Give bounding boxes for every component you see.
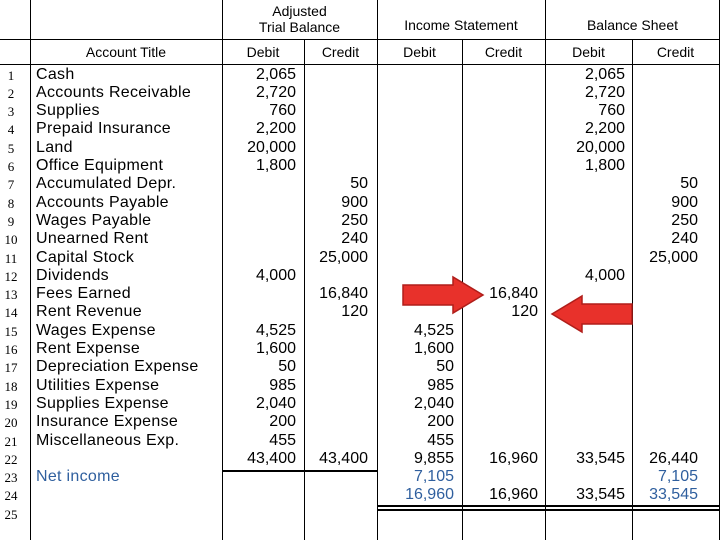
row-number: 13 <box>4 287 18 303</box>
atb-credit-value: 50 <box>350 175 368 193</box>
bs-debit-value: 2,720 <box>584 83 625 101</box>
account-title: Prepaid Insurance <box>36 120 171 138</box>
atb-debit-value: 50 <box>278 358 296 376</box>
row-number: 14 <box>4 305 18 321</box>
account-title: Capital Stock <box>36 248 135 266</box>
atb-debit-value: 43,400 <box>247 449 296 467</box>
is-debit-value: 455 <box>427 431 454 449</box>
bs-debit-value: 1,800 <box>584 157 625 174</box>
account-title: Land <box>36 138 73 156</box>
bs-debit-value: 4,000 <box>584 266 625 284</box>
bs-debit-value: 20,000 <box>576 138 625 156</box>
bs-credit-value: 250 <box>671 211 698 229</box>
row-number: 16 <box>4 342 18 357</box>
account-title: Cash <box>36 65 75 83</box>
row-number: 8 <box>7 195 15 211</box>
atb-credit-value: 120 <box>341 303 368 321</box>
account-title: Wages Expense <box>36 321 156 339</box>
account-title: Accumulated Depr. <box>36 175 177 193</box>
account-title: Supplies Expense <box>36 394 169 412</box>
bs-debit-value: 2,065 <box>584 65 625 83</box>
is-credit-value: 16,960 <box>489 486 538 504</box>
account-title: Accounts Payable <box>36 193 169 211</box>
row-number: 7 <box>7 177 15 193</box>
row-number: 6 <box>7 159 15 174</box>
account-title: Unearned Rent <box>36 230 149 248</box>
atb-debit-value: 760 <box>269 102 296 120</box>
atb-debit-header: Debit <box>246 44 280 60</box>
bs-credit-value: 50 <box>680 175 698 193</box>
atb-debit-value: 1,600 <box>255 340 296 357</box>
row-number: 3 <box>7 104 15 120</box>
bs-debit-value: 33,545 <box>576 486 625 504</box>
is-debit-value: 9,855 <box>413 449 454 467</box>
income-statement-header: Income Statement <box>404 17 518 33</box>
row-number: 2 <box>7 85 15 101</box>
row-number: 25 <box>4 506 18 522</box>
account-title: Rent Revenue <box>36 303 142 321</box>
balance-sheet-header: Balance Sheet <box>586 17 679 33</box>
row-number: 5 <box>7 140 15 156</box>
account-title: Net income <box>36 468 120 486</box>
bs-credit-value: 240 <box>671 230 698 248</box>
account-title: Dividends <box>36 266 109 284</box>
is-debit-value: 985 <box>427 376 454 394</box>
atb-credit-header: Credit <box>321 44 360 60</box>
account-title: Fees Earned <box>36 285 131 303</box>
is-debit-value: 16,960 <box>405 486 454 504</box>
account-title: Depreciation Expense <box>36 358 199 376</box>
account-title: Miscellaneous Exp. <box>36 431 180 449</box>
account-title: Accounts Receivable <box>36 83 192 101</box>
row-number: 17 <box>4 360 18 376</box>
row-number: 18 <box>4 378 18 394</box>
is-credit-value: 16,840 <box>489 285 538 303</box>
is-debit-value: 200 <box>427 413 454 431</box>
arrow-left-icon <box>550 294 634 334</box>
atb-credit-value: 900 <box>341 193 368 211</box>
is-credit-header: Credit <box>484 44 523 60</box>
bs-debit-value: 33,545 <box>576 449 625 467</box>
row-number: 20 <box>4 415 18 431</box>
is-debit-value: 7,105 <box>413 468 454 486</box>
adjusted-trial-balance-header: Adjusted Trial Balance <box>258 3 341 35</box>
row-number: 15 <box>4 323 18 339</box>
is-debit-value: 4,525 <box>413 321 454 339</box>
row-number: 1 <box>7 67 15 83</box>
atb-debit-value: 2,720 <box>255 83 296 101</box>
atb-credit-value: 43,400 <box>319 449 368 467</box>
bs-debit-value: 2,200 <box>584 120 625 138</box>
row-number: 11 <box>4 250 18 266</box>
is-debit-value: 1,600 <box>413 340 454 357</box>
atb-debit-value: 2,040 <box>255 394 296 412</box>
row-number: 4 <box>7 122 15 138</box>
atb-debit-value: 2,065 <box>255 65 296 83</box>
account-title: Office Equipment <box>36 157 164 174</box>
atb-debit-value: 4,525 <box>255 321 296 339</box>
bs-credit-value: 26,440 <box>649 449 698 467</box>
atb-debit-value: 20,000 <box>247 138 296 156</box>
is-credit-value: 120 <box>511 303 538 321</box>
row-number: 12 <box>4 268 18 284</box>
account-title: Wages Payable <box>36 211 152 229</box>
bs-debit-value: 760 <box>598 102 625 120</box>
is-debit-value: 50 <box>436 358 454 376</box>
arrow-right-icon <box>401 275 485 315</box>
bs-credit-header: Credit <box>656 44 695 60</box>
atb-debit-value: 2,200 <box>255 120 296 138</box>
atb-credit-value: 25,000 <box>319 248 368 266</box>
is-debit-header: Debit <box>403 44 436 60</box>
account-title: Insurance Expense <box>36 413 179 431</box>
account-title: Supplies <box>36 102 100 120</box>
account-title: Utilities Expense <box>36 376 160 394</box>
account-title-header: Account Title <box>85 44 167 60</box>
bs-credit-value: 900 <box>671 193 698 211</box>
is-credit-value: 16,960 <box>489 449 538 467</box>
row-number: 22 <box>4 451 18 467</box>
atb-credit-value: 16,840 <box>319 285 368 303</box>
bs-credit-value: 33,545 <box>649 486 698 504</box>
atb-credit-value: 250 <box>341 211 368 229</box>
row-number: 10 <box>4 232 18 248</box>
atb-debit-value: 4,000 <box>255 266 296 284</box>
row-number: 24 <box>4 488 18 504</box>
row-number: 23 <box>4 470 18 486</box>
is-debit-value: 2,040 <box>413 394 454 412</box>
atb-debit-value: 1,800 <box>255 157 296 174</box>
bs-credit-value: 25,000 <box>649 248 698 266</box>
atb-debit-value: 455 <box>269 431 296 449</box>
bs-credit-value: 7,105 <box>657 468 698 486</box>
atb-debit-value: 200 <box>269 413 296 431</box>
account-title: Rent Expense <box>36 340 141 357</box>
row-number: 19 <box>4 396 18 412</box>
atb-debit-value: 985 <box>269 376 296 394</box>
bs-debit-header: Debit <box>572 44 605 60</box>
atb-credit-value: 240 <box>341 230 368 248</box>
row-number: 9 <box>7 213 15 229</box>
row-number: 21 <box>4 433 18 449</box>
